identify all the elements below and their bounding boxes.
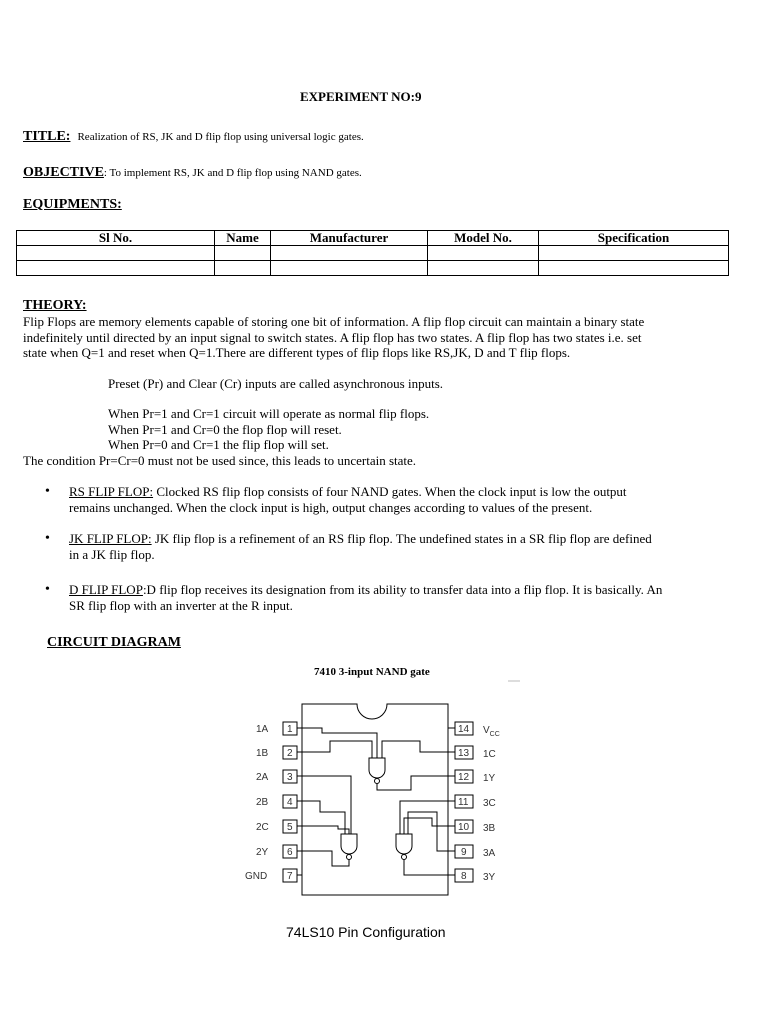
objective-text: : To implement RS, JK and D flip flop using NAND gates.	[103, 167, 362, 179]
column-header: Specification	[539, 231, 729, 246]
pin-name-right: 3C	[483, 798, 496, 809]
equipments-label: EQUIPMENTS:	[23, 197, 122, 212]
pin-name-left: 1B	[256, 748, 269, 759]
bullet-head: D FLIP FLOP	[69, 582, 143, 597]
pin-config-caption: 74LS10 Pin Configuration	[286, 924, 446, 940]
pin-number: 1	[287, 724, 293, 735]
pin-number: 6	[287, 847, 293, 858]
circuit-diagram-label: CIRCUIT DIAGRAM	[47, 635, 181, 650]
bullet-text: SR flip flop with an inverter at the R input.	[69, 597, 293, 613]
experiment-heading: EXPERIMENT NO:9	[300, 89, 422, 104]
theory-line: state when Q=1 and reset when Q=1.There are different types of flip flops like RS,JK, D and T flip flops.	[23, 345, 571, 360]
pin-number: 3	[287, 772, 293, 783]
when-line: When Pr=1 and Cr=0 the flop flop will reset.	[108, 421, 342, 437]
chip-title: 7410 3-input NAND gate	[314, 666, 430, 678]
theory-line: Flip Flops are memory elements capable of storing one bit of information. A flip flop circuit can maintain a binary state	[23, 314, 645, 329]
pin-name-left: GND	[245, 871, 268, 882]
bullet-text: in a JK flip flop.	[69, 546, 155, 562]
column-header: Manufacturer	[271, 231, 428, 246]
pin-number: 11	[458, 797, 469, 808]
pin-number: 7	[287, 871, 293, 882]
pin-name-left: 1A	[256, 724, 269, 735]
pin-name-right: 3A	[483, 848, 496, 859]
bullet-text: Clocked RS flip flop consists of four NAND gates. When the clock input is low the output	[153, 484, 627, 499]
pin-number: 12	[458, 772, 470, 783]
bullet-dot: •	[45, 484, 50, 499]
pin-number: 8	[461, 871, 467, 882]
bullet-head: RS FLIP FLOP:	[69, 484, 154, 499]
column-header: Name	[215, 231, 271, 246]
bullet-dot: •	[45, 582, 50, 597]
pin-number: 10	[458, 822, 470, 833]
pin-number: 13	[458, 748, 470, 759]
pin-name-right: 1C	[483, 749, 496, 760]
pin-name-left: 2C	[256, 822, 269, 833]
pin-number: 4	[287, 797, 293, 808]
condition-text: The condition Pr=Cr=0 must not be used since, this leads to uncertain state.	[23, 453, 417, 468]
preset-text: Preset (Pr) and Clear (Cr) inputs are called asynchronous inputs.	[108, 376, 444, 391]
bullet-head: JK FLIP FLOP:	[69, 531, 152, 546]
nand-gate-3	[396, 834, 412, 854]
when-line: When Pr=0 and Cr=1 the flip flop will set.	[108, 437, 329, 452]
title-text: Realization of RS, JK and D flip flop using universal logic gates.	[77, 131, 364, 143]
pin-name-right: 3B	[483, 823, 496, 834]
pin-name-left: 2B	[256, 797, 269, 808]
pin-name-right: 1Y	[483, 773, 496, 784]
pin-name-left: 2A	[256, 772, 269, 783]
bullet-text: :D flip flop receives its designation from its ability to transfer data into a flip flop. It is basically. An	[142, 582, 663, 597]
pin-name-left: 2Y	[256, 847, 269, 858]
objective-label: OBJECTIVE	[23, 165, 104, 180]
theory-line: indefinitely until directed by an input signal to switch states. A flip flop has two states. A flip flop has two states i.e. set	[23, 329, 642, 345]
pin-number: 14	[458, 724, 470, 735]
pin-number: 5	[287, 822, 293, 833]
pin-number: 2	[287, 748, 293, 759]
column-header: Model No.	[428, 231, 539, 246]
bullet-text: JK flip flop is a refinement of an RS flip flop. The undefined states in a SR flip flop are defined	[151, 531, 652, 546]
theory-label: THEORY:	[23, 298, 87, 313]
title-label: TITLE:	[23, 129, 71, 144]
pin-name-right: 3Y	[483, 872, 496, 883]
nand-gate-1	[369, 758, 385, 778]
bullet-dot: •	[45, 531, 50, 546]
pin-name-right: $V_{CC}$	[483, 725, 500, 738]
column-header: Sl No.	[17, 231, 215, 246]
bullet-text: remains unchanged. When the clock input is high, output changes according to values of the present.	[69, 499, 593, 515]
when-line: When Pr=1 and Cr=1 circuit will operate as normal flip flops.	[108, 406, 430, 421]
nand-gate-2	[341, 834, 357, 854]
pin-number: 9	[461, 847, 467, 858]
